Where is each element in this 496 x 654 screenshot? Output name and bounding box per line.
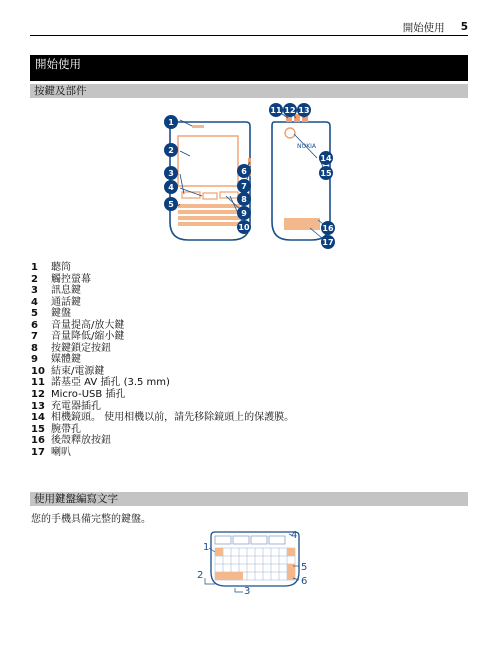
parts-list <box>31 262 294 458</box>
section-heading-keyboard: 使用鍵盤編寫文字 <box>30 492 468 506</box>
list-item: 10 結束/電源鍵 <box>31 365 105 377</box>
list-item: 8 按鍵鎖定按鈕 <box>31 342 111 354</box>
keyboard-intro: 您的手機具備完整的鍵盤。 <box>31 514 151 525</box>
callout-16: 16 <box>322 224 334 233</box>
callout-4: 4 <box>168 183 174 192</box>
keyboard-diagram <box>195 528 310 596</box>
chapter-title: 開始使用 <box>30 55 468 81</box>
callout-13: 13 <box>298 106 310 115</box>
callout-7: 7 <box>241 182 247 191</box>
phone-parts-diagram <box>160 100 340 250</box>
kbd-callout-2: 2 <box>197 570 204 581</box>
list-item: 2 觸控螢幕 <box>31 273 91 285</box>
list-item: 7 音量降低/縮小鍵 <box>31 331 125 343</box>
callout-17: 17 <box>322 238 334 247</box>
running-header <box>30 18 468 36</box>
kbd-callout-4: 4 <box>291 530 298 541</box>
callout-15: 15 <box>320 169 332 178</box>
callout-11: 11 <box>270 106 282 115</box>
list-item: 15 腕帶孔 <box>31 423 81 435</box>
list-item: 11 諾基亞 AV 插孔 (3.5 mm) <box>31 377 170 389</box>
callout-8: 8 <box>241 195 247 204</box>
section-heading-keys-parts: 按鍵及部件 <box>30 84 468 98</box>
header-rule <box>30 35 468 36</box>
kbd-callout-6: 6 <box>301 576 308 587</box>
callout-9: 9 <box>241 209 247 218</box>
callout-2: 2 <box>168 146 174 155</box>
list-item: 1 聽筒 <box>31 262 71 273</box>
list-item: 17 喇叭 <box>31 446 71 458</box>
brand-logo: NOKIA <box>297 143 317 150</box>
callout-10: 10 <box>238 223 250 232</box>
list-item: 14 相機鏡頭。 使用相機以前，請先移除鏡頭上的保護膜。 <box>31 412 295 424</box>
callout-3: 3 <box>168 169 174 178</box>
list-item: 12 Micro-USB 插孔 <box>31 389 126 401</box>
kbd-callout-3: 3 <box>244 586 251 596</box>
callout-5: 5 <box>168 200 174 209</box>
header-section-title: 開始使用 <box>402 21 445 34</box>
list-item: 16 後殼釋放按鈕 <box>31 435 111 447</box>
kbd-callout-5: 5 <box>301 562 308 573</box>
kbd-callout-1: 1 <box>203 542 210 553</box>
callout-14: 14 <box>320 154 332 163</box>
list-item: 3 訊息鍵 <box>31 285 81 297</box>
page-number: 5 <box>460 21 468 33</box>
list-item: 9 媒體鍵 <box>31 354 81 366</box>
list-item: 5 鍵盤 <box>31 308 71 320</box>
callout-6: 6 <box>241 167 247 176</box>
list-item: 13 充電器插孔 <box>31 400 101 412</box>
callout-1: 1 <box>168 118 174 127</box>
list-item: 6 音量提高/放大鍵 <box>31 319 125 331</box>
list-item: 4 通話鍵 <box>31 296 81 308</box>
callout-12: 12 <box>284 106 296 115</box>
